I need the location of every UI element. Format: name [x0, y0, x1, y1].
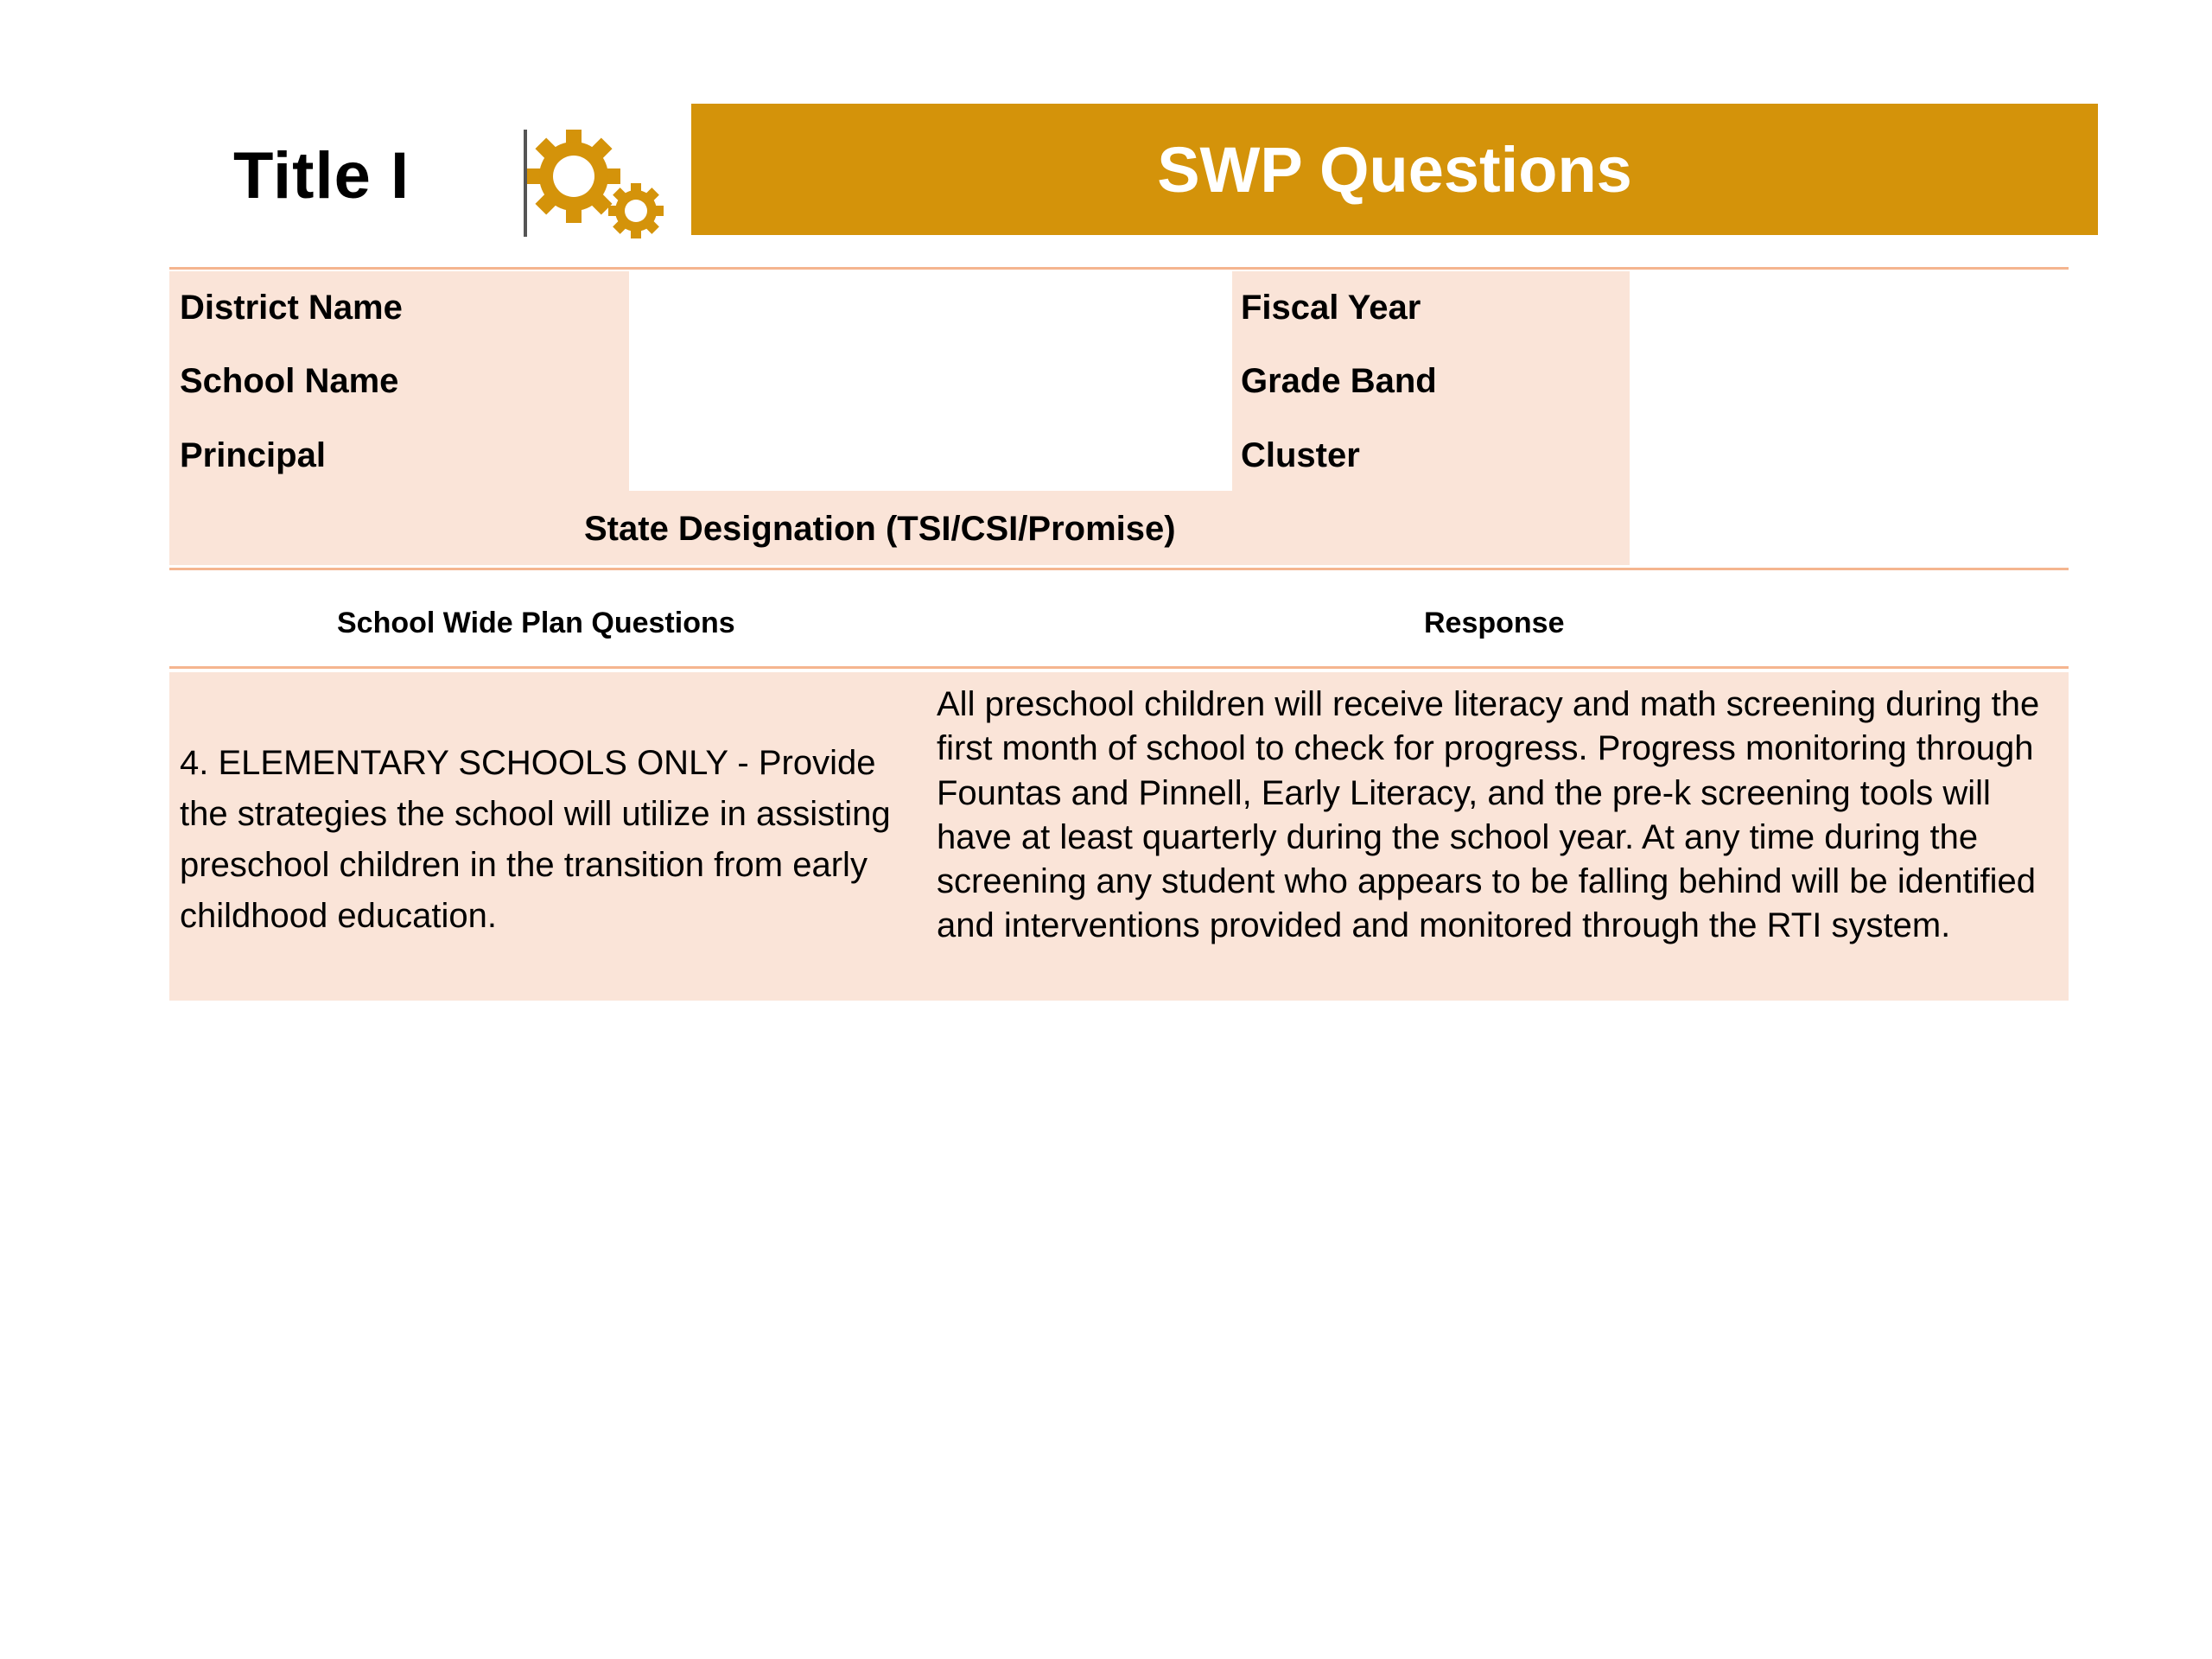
- district-name-label: District Name: [180, 289, 403, 327]
- response-text: All preschool children will receive literacy and math screening during the first month of school to check for progress. Progress monitoring through Fountas and Pinnell, Early Literacy, and the pre-k screening tools will have at least quarterly during the school year. At any time during the screening any student who appears to be falling behind will be identified and interventions provided and monitored through the RTI system.: [937, 685, 2040, 945]
- divider-table-header: [169, 666, 2069, 669]
- state-designation-label: State Designation (TSI/CSI/Promise): [584, 510, 1176, 548]
- principal-label: Principal: [180, 436, 326, 474]
- cluster-label: Cluster: [1241, 436, 1360, 474]
- grade-band-label: Grade Band: [1241, 362, 1437, 400]
- school-name-label: School Name: [180, 362, 399, 400]
- questions-column-header: School Wide Plan Questions: [337, 607, 735, 639]
- divider-middle: [169, 568, 2069, 570]
- logo-title: Title I: [233, 139, 410, 213]
- page-banner: [691, 104, 2098, 235]
- banner-title: SWP Questions: [1157, 133, 1632, 206]
- gears-icon: [525, 126, 665, 240]
- fiscal-year-label: Fiscal Year: [1241, 289, 1421, 327]
- response-column-header: Response: [1424, 607, 1565, 639]
- question-text: 4. ELEMENTARY SCHOOLS ONLY - Provide the strategies the school will utilize in assisting preschool children in the transition from early childhood education.: [180, 744, 891, 935]
- divider-top: [169, 267, 2069, 270]
- info-values-left: [629, 271, 1232, 491]
